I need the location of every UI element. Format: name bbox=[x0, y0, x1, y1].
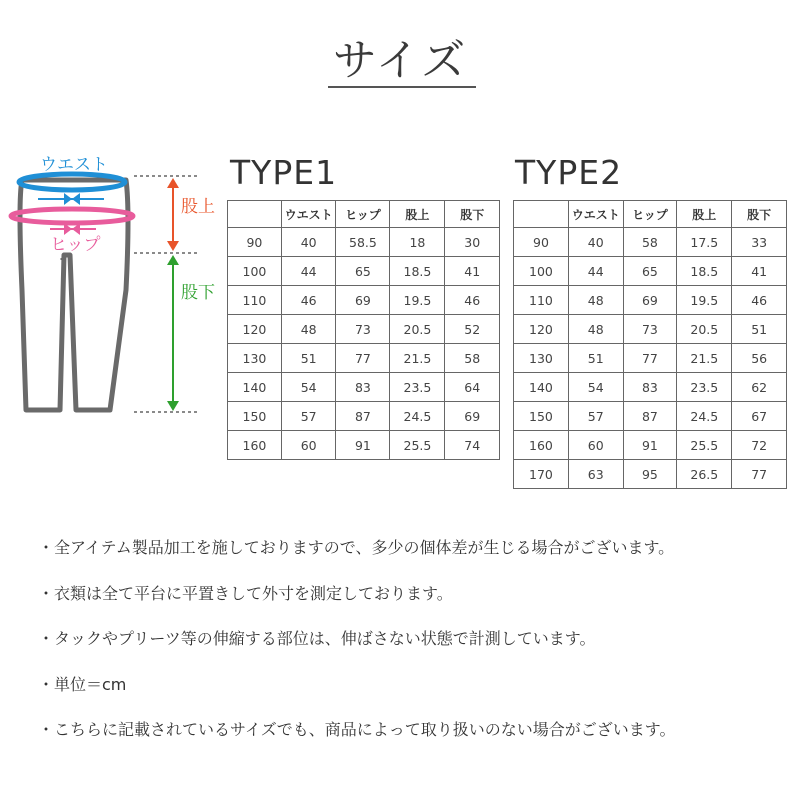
table-cell: 91 bbox=[336, 431, 390, 460]
table-cell: 58 bbox=[445, 344, 500, 373]
table-cell: 24.5 bbox=[677, 402, 732, 431]
table-cell: 90 bbox=[228, 228, 282, 257]
table-row bbox=[514, 402, 787, 431]
table-cell: 33 bbox=[732, 228, 787, 257]
table-cell: 110 bbox=[228, 286, 282, 315]
table-cell: 64 bbox=[445, 373, 500, 402]
header-cell bbox=[228, 201, 282, 228]
note-item: ・全アイテム製品加工を施しておりますので、多少の個体差が生じる場合がございます。 bbox=[38, 538, 675, 557]
table-cell: 77 bbox=[623, 344, 677, 373]
table-row bbox=[514, 344, 787, 373]
table-cell: 20.5 bbox=[677, 315, 732, 344]
table-cell: 140 bbox=[228, 373, 282, 402]
table-cell: 54 bbox=[568, 373, 623, 402]
table-cell: 44 bbox=[281, 257, 336, 286]
table-row bbox=[228, 402, 500, 431]
table-cell: 30 bbox=[445, 228, 500, 257]
table-cell: 95 bbox=[623, 460, 677, 489]
table-cell: 58 bbox=[623, 228, 677, 257]
table-cell: 130 bbox=[228, 344, 282, 373]
table-cell: 120 bbox=[228, 315, 282, 344]
table-cell: 100 bbox=[228, 257, 282, 286]
hip-label: ヒップ bbox=[50, 235, 101, 255]
table-cell: 56 bbox=[732, 344, 787, 373]
table-row bbox=[514, 460, 787, 489]
table-cell: 77 bbox=[732, 460, 787, 489]
table-cell: 120 bbox=[514, 315, 569, 344]
table-cell: 18.5 bbox=[390, 257, 445, 286]
table-cell: 140 bbox=[514, 373, 569, 402]
notes-list bbox=[38, 532, 778, 760]
table-cell: 54 bbox=[281, 373, 336, 402]
table-row bbox=[228, 373, 500, 402]
table-row bbox=[228, 257, 500, 286]
table-cell: 21.5 bbox=[677, 344, 732, 373]
table-cell: 90 bbox=[514, 228, 569, 257]
header-cell: ヒップ bbox=[336, 201, 390, 228]
table-cell: 23.5 bbox=[390, 373, 445, 402]
table-cell: 150 bbox=[228, 402, 282, 431]
note-item: ・衣類は全て平台に平置きして外寸を測定しております。 bbox=[38, 583, 453, 603]
table-cell: 46 bbox=[732, 286, 787, 315]
table-cell: 60 bbox=[568, 431, 623, 460]
table-cell: 46 bbox=[281, 286, 336, 315]
title-underline bbox=[328, 86, 476, 88]
table-cell: 24.5 bbox=[390, 402, 445, 431]
table-cell: 18.5 bbox=[677, 257, 732, 286]
table-row bbox=[228, 315, 500, 344]
table-cell: 19.5 bbox=[390, 286, 445, 315]
table-row bbox=[514, 228, 787, 257]
note-item: ・こちらに記載されているサイズでも、商品によって取り扱いのない場合がございます。 bbox=[38, 720, 676, 739]
table-cell: 57 bbox=[568, 402, 623, 431]
table-cell: 44 bbox=[568, 257, 623, 286]
header-cell bbox=[514, 201, 569, 228]
table-cell: 20.5 bbox=[390, 315, 445, 344]
type1-size-table bbox=[227, 200, 500, 460]
table-row bbox=[514, 431, 787, 460]
header-cell: 股下 bbox=[445, 201, 500, 228]
table-row bbox=[514, 257, 787, 286]
table-cell: 41 bbox=[445, 257, 500, 286]
table-cell: 63 bbox=[568, 460, 623, 489]
table-cell: 57 bbox=[281, 402, 336, 431]
table-cell: 130 bbox=[514, 344, 569, 373]
note-item: ・単位＝cm bbox=[38, 674, 127, 694]
header-cell: 股上 bbox=[390, 201, 445, 228]
table-cell: 170 bbox=[514, 460, 569, 489]
table-cell: 18 bbox=[390, 228, 445, 257]
rise-label: 股上 bbox=[181, 197, 215, 217]
header-cell: 股下 bbox=[732, 201, 787, 228]
table-cell: 73 bbox=[623, 315, 677, 344]
table-cell: 160 bbox=[228, 431, 282, 460]
table-row bbox=[228, 286, 500, 315]
table-cell: 87 bbox=[623, 402, 677, 431]
table-cell: 69 bbox=[623, 286, 677, 315]
table-cell: 51 bbox=[732, 315, 787, 344]
table-cell: 51 bbox=[568, 344, 623, 373]
pants-outline bbox=[20, 180, 128, 410]
table-row bbox=[514, 315, 787, 344]
header-cell: ウエスト bbox=[281, 201, 336, 228]
table-cell: 52 bbox=[445, 315, 500, 344]
type2-size-table bbox=[513, 200, 787, 489]
table-cell: 67 bbox=[732, 402, 787, 431]
table-cell: 40 bbox=[281, 228, 336, 257]
table-cell: 87 bbox=[336, 402, 390, 431]
waist-label: ウエスト bbox=[40, 155, 108, 175]
table-cell: 58.5 bbox=[336, 228, 390, 257]
table-cell: 21.5 bbox=[390, 344, 445, 373]
table-row bbox=[228, 228, 500, 257]
type2-title: TYPE2 bbox=[515, 153, 623, 192]
table-cell: 74 bbox=[445, 431, 500, 460]
table-cell: 46 bbox=[445, 286, 500, 315]
table-row bbox=[514, 286, 787, 315]
header-cell: ヒップ bbox=[623, 201, 677, 228]
table-cell: 100 bbox=[514, 257, 569, 286]
table-cell: 48 bbox=[568, 315, 623, 344]
table-header-row bbox=[228, 201, 500, 228]
table-cell: 60 bbox=[281, 431, 336, 460]
table-cell: 69 bbox=[445, 402, 500, 431]
table-row bbox=[228, 344, 500, 373]
table-cell: 25.5 bbox=[390, 431, 445, 460]
table-cell: 41 bbox=[732, 257, 787, 286]
table-cell: 83 bbox=[623, 373, 677, 402]
table-row bbox=[514, 373, 787, 402]
inseam-arrow bbox=[167, 255, 179, 411]
table-cell: 65 bbox=[623, 257, 677, 286]
table-cell: 62 bbox=[732, 373, 787, 402]
table-cell: 40 bbox=[568, 228, 623, 257]
table-cell: 69 bbox=[336, 286, 390, 315]
table-cell: 91 bbox=[623, 431, 677, 460]
table-cell: 73 bbox=[336, 315, 390, 344]
page-title: サイズ bbox=[332, 35, 468, 86]
table-cell: 160 bbox=[514, 431, 569, 460]
table-cell: 17.5 bbox=[677, 228, 732, 257]
table-cell: 51 bbox=[281, 344, 336, 373]
note-item: ・タックやプリーツ等の伸縮する部位は、伸ばさない状態で計測しています。 bbox=[38, 629, 596, 648]
table-cell: 48 bbox=[568, 286, 623, 315]
table-cell: 65 bbox=[336, 257, 390, 286]
table-cell: 72 bbox=[732, 431, 787, 460]
table-cell: 23.5 bbox=[677, 373, 732, 402]
inseam-label: 股下 bbox=[181, 283, 215, 303]
table-cell: 19.5 bbox=[677, 286, 732, 315]
table-cell: 25.5 bbox=[677, 431, 732, 460]
table-cell: 26.5 bbox=[677, 460, 732, 489]
table-cell: 83 bbox=[336, 373, 390, 402]
type1-title: TYPE1 bbox=[230, 153, 338, 192]
table-cell: 150 bbox=[514, 402, 569, 431]
pants-measurement-diagram bbox=[0, 140, 230, 440]
table-cell: 77 bbox=[336, 344, 390, 373]
table-cell: 110 bbox=[514, 286, 569, 315]
header-cell: ウエスト bbox=[568, 201, 623, 228]
rise-arrow bbox=[167, 178, 179, 251]
table-header-row bbox=[514, 201, 787, 228]
table-cell: 48 bbox=[281, 315, 336, 344]
header-cell: 股上 bbox=[677, 201, 732, 228]
table-row bbox=[228, 431, 500, 460]
